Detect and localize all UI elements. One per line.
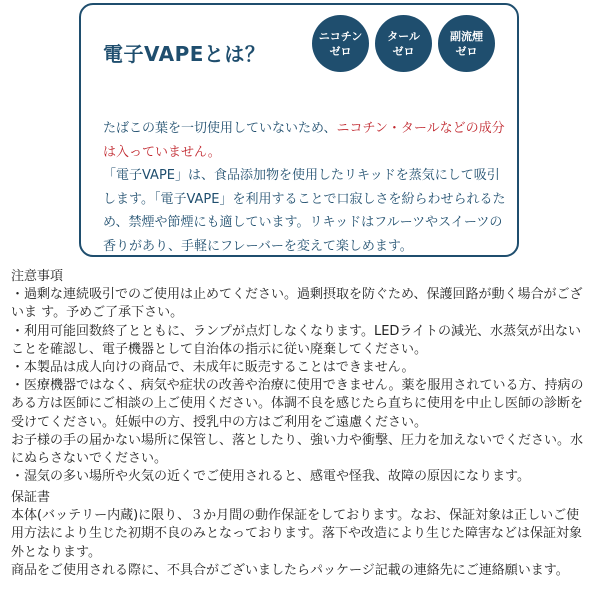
badge-secondhand-smoke-zero	[438, 15, 495, 72]
badge-line: 副流煙	[450, 29, 483, 43]
warranty-item: 商品をご使用される際に、不具合がございましたらパッケージ記載の連絡先にご連絡願います。	[11, 562, 569, 578]
caution-item: ・本製品は成人向けの商品で、未成年に販売することはできません。	[11, 360, 415, 376]
warranty-heading: 保証書	[11, 490, 51, 505]
badge-line: ゼロ	[455, 44, 478, 58]
info-description	[103, 117, 508, 258]
badge-line: ゼロ	[329, 44, 352, 58]
warranty-item: 本体(バッテリー内蔵)に限り、３か月間の動作保証をしております。なお、保証対象は正しいご使用方法により生じた初期不良のみとなっております。落下や改造により生じた障害などは保証対象外となります。	[11, 508, 582, 560]
caution-item: ・湿気の多い場所や火気の近くでご使用されると、感電や怪我、故障の原因になります。	[11, 469, 530, 485]
badge-line: ゼロ	[392, 44, 415, 58]
badge-line: タール	[387, 29, 420, 43]
caution-item: お子様の手の届かない場所に保管し、落としたり、強い力や衝撃、圧力を加えないでください。水にぬらさないでください。	[11, 432, 584, 467]
badge-nicotine-zero	[312, 15, 369, 72]
desc-warning: ニコチン・タールなどの成分は入っていません。	[103, 121, 505, 160]
caution-item: ・利用可能回数終了とともに、ランプが点灯しなくなります。LEDライトの減光、水蒸気が出ないことを確認し、電子機器として自治体の指示に従い廃棄してください。	[11, 323, 582, 357]
badge-tar-zero	[375, 15, 432, 72]
desc-text: 「電子VAPE」は、食品添加物を使用したリキッドを蒸気にして吸引します。「電子VAPE」を利用することで口寂しさを紛らわせられるため、禁煙や節煙にも適しています。リキッドはフルーツやスイーツの香りがあり、手軽にフレーバーを変えて楽しめます。	[103, 168, 506, 254]
badge-line: ニコチン	[318, 29, 363, 43]
desc-text: たばこの葉を一切使用していないため、	[103, 121, 337, 136]
warranty-section	[11, 489, 591, 580]
caution-section	[11, 268, 591, 486]
info-box	[79, 3, 519, 257]
info-title: 電子VAPEとは？	[103, 42, 266, 66]
caution-item: ・医療機器ではなく、病気や症状の改善や治療に使用できません。薬を服用されている方、持病のある方は医師にご相談の上ご使用ください。体調不良を感じたら直ちに使用を中止し医師の診断を受けてください。妊娠中の方、授乳中の方はご利用をご遠慮ください。	[11, 378, 584, 430]
caution-heading: 注意事項	[11, 269, 64, 284]
caution-item: ・過剰な連続吸引でのご使用は止めてください。過剰摂取を防ぐため、保護回路が動く場合がございま す。予めご了承下さい。	[11, 287, 583, 321]
